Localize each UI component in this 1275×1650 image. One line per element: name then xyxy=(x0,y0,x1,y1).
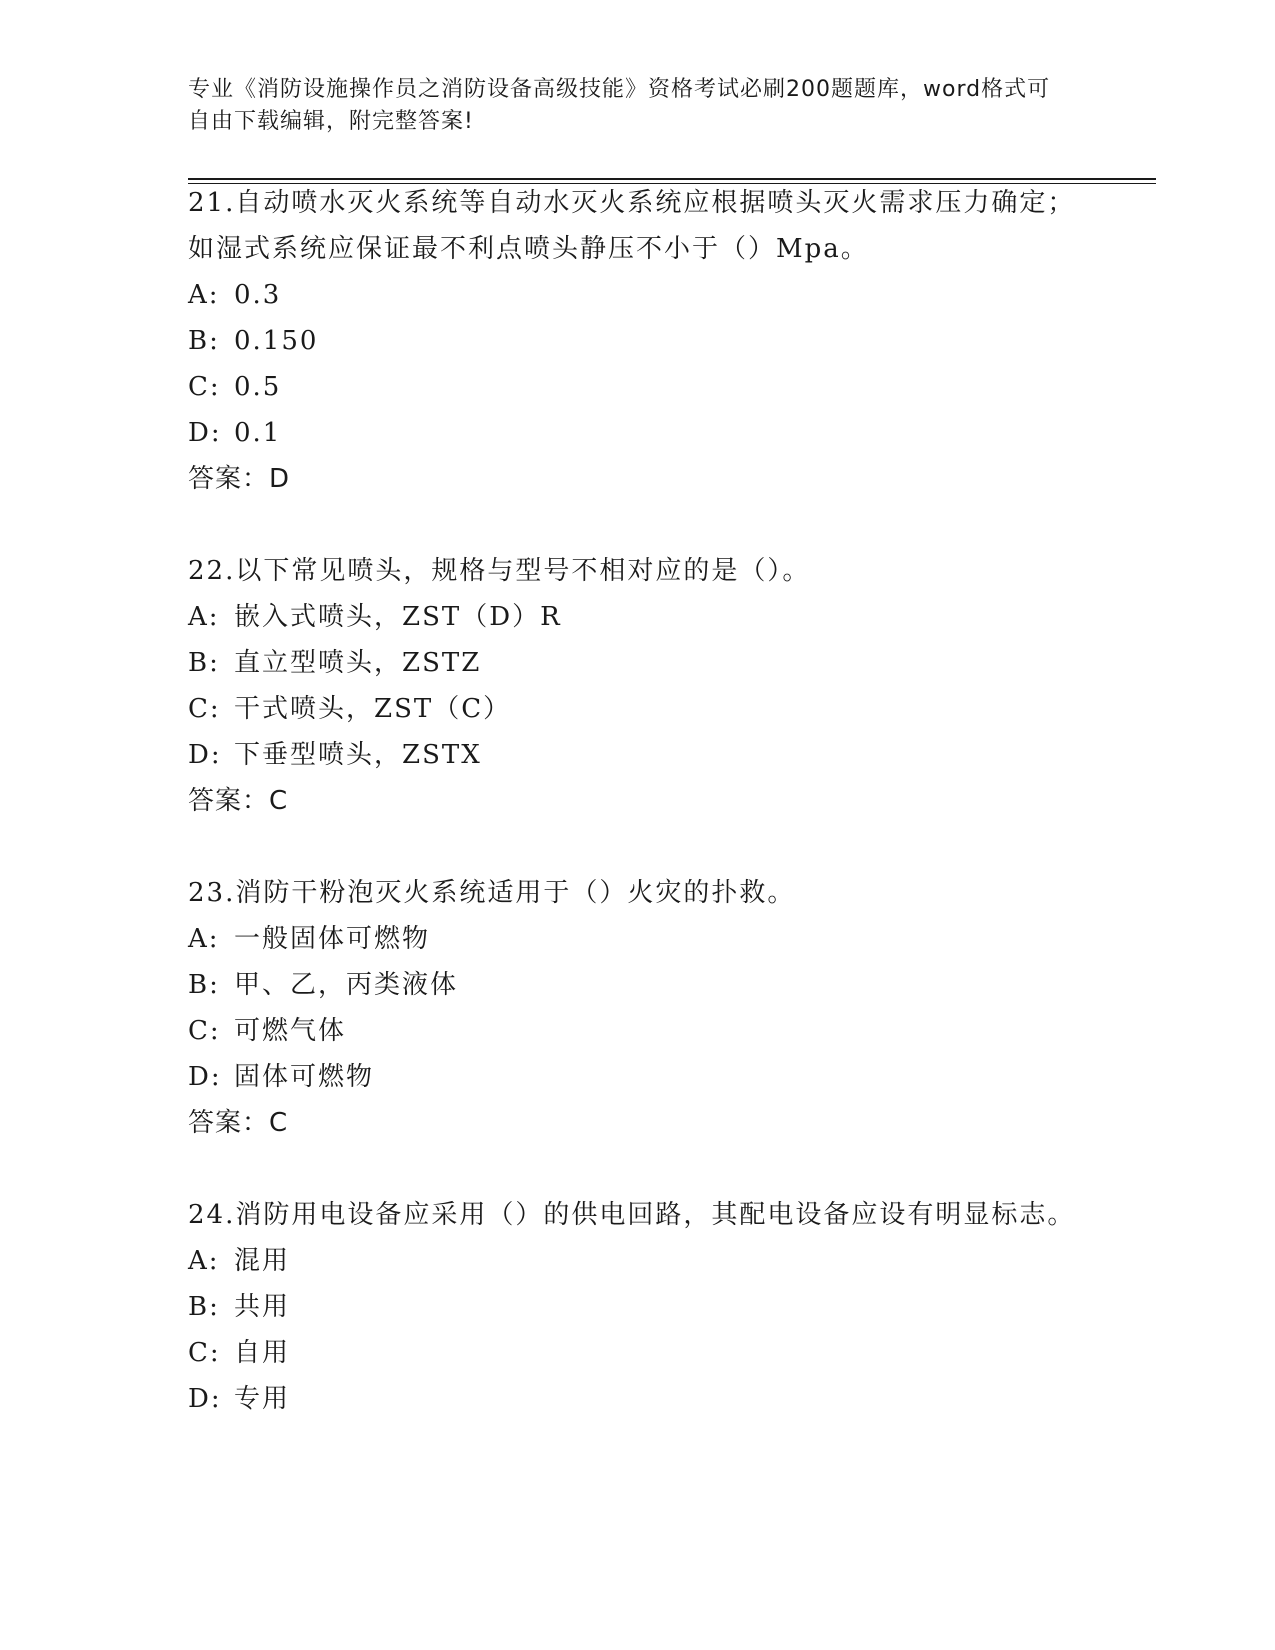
option-key: A: xyxy=(188,602,220,632)
option-b xyxy=(188,962,1088,1008)
option-key: B: xyxy=(188,648,220,678)
question-stem: 23.消防干粉泡灭火系统适用于（）火灾的扑救。 xyxy=(188,878,796,908)
option-text: 直立型喷头，ZSTZ xyxy=(234,648,482,678)
option-key: B: xyxy=(188,1292,220,1322)
option-key: D: xyxy=(188,1062,222,1092)
option-key: A: xyxy=(188,1246,220,1276)
question-24 xyxy=(188,1192,1088,1422)
option-text: 0.1 xyxy=(234,418,282,448)
option-d xyxy=(188,1376,1088,1422)
question-22 xyxy=(188,548,1088,824)
option-text: 共用 xyxy=(234,1292,291,1322)
option-text: 一般固体可燃物 xyxy=(234,924,431,954)
option-d xyxy=(188,410,1088,456)
option-text: 干式喷头，ZST（C） xyxy=(234,694,512,724)
option-d xyxy=(188,732,1088,778)
option-text: 嵌入式喷头，ZST（D）R xyxy=(234,602,562,632)
document-header: 专业《消防设施操作员之消防设备高级技能》资格考试必刷200题题库，word格式可自由下载编辑，附完整答案! xyxy=(188,77,1051,134)
option-text: 0.3 xyxy=(234,280,282,310)
answer-label: 答案：D xyxy=(188,464,291,494)
question-21 xyxy=(188,180,1088,502)
option-key: D: xyxy=(188,1384,222,1414)
option-a xyxy=(188,916,1088,962)
question-stem: 21.自动喷水灭火系统等自动水灭火系统应根据喷头灭火需求压力确定；如湿式系统应保证最不利点喷头静压不小于（）Mpa。 xyxy=(188,188,1076,264)
option-text: 混用 xyxy=(234,1246,291,1276)
option-key: C: xyxy=(188,1016,221,1046)
option-key: C: xyxy=(188,694,221,724)
option-a xyxy=(188,594,1088,640)
option-text: 下垂型喷头，ZSTX xyxy=(234,740,482,770)
option-key: A: xyxy=(188,280,220,310)
option-text: 专用 xyxy=(234,1384,291,1414)
option-b xyxy=(188,640,1088,686)
option-key: C: xyxy=(188,1338,221,1368)
question-stem: 24.消防用电设备应采用（）的供电回路，其配电设备应设有明显标志。 xyxy=(188,1200,1076,1230)
option-c xyxy=(188,364,1088,410)
option-key: C: xyxy=(188,372,221,402)
option-key: B: xyxy=(188,326,220,356)
option-c xyxy=(188,1008,1088,1054)
option-text: 自用 xyxy=(234,1338,291,1368)
option-key: A: xyxy=(188,924,220,954)
option-a xyxy=(188,1238,1088,1284)
option-key: D: xyxy=(188,418,222,448)
question-23 xyxy=(188,870,1088,1146)
option-key: D: xyxy=(188,740,222,770)
option-c xyxy=(188,686,1088,732)
option-text: 0.150 xyxy=(234,326,319,356)
answer-label: 答案：C xyxy=(188,1108,289,1138)
option-text: 可燃气体 xyxy=(234,1016,347,1046)
option-key: B: xyxy=(188,970,220,1000)
option-c xyxy=(188,1330,1088,1376)
option-text: 甲、乙，丙类液体 xyxy=(234,970,459,1000)
option-text: 固体可燃物 xyxy=(234,1062,375,1092)
answer-label: 答案：C xyxy=(188,786,289,816)
option-b xyxy=(188,1284,1088,1330)
question-stem: 22.以下常见喷头，规格与型号不相对应的是（）。 xyxy=(188,556,811,586)
option-a xyxy=(188,272,1088,318)
option-b xyxy=(188,318,1088,364)
option-d xyxy=(188,1054,1088,1100)
option-text: 0.5 xyxy=(234,372,282,402)
